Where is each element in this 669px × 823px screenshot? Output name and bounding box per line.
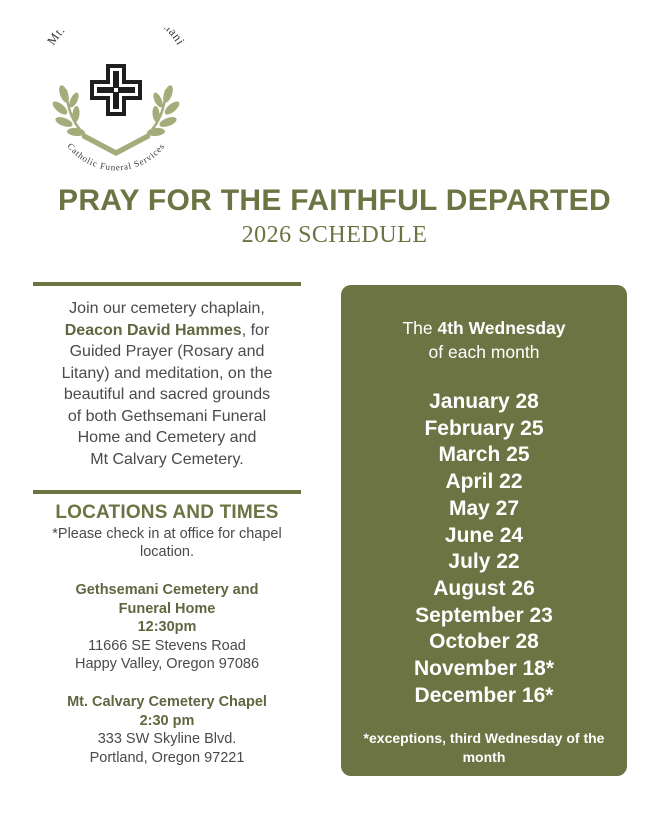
intro-line: Litany) and meditation, on the <box>61 364 273 382</box>
intro-line: of both Gethsemani Funeral <box>67 407 267 425</box>
schedule-date: November 18* <box>413 657 555 681</box>
page-header <box>0 183 669 249</box>
intro-line: beautiful and sacred grounds <box>63 386 271 403</box>
intro-line: Mt Calvary Cemetery. <box>90 450 244 468</box>
schedule-date: April 22 <box>445 470 523 494</box>
page-subtitle: 2026 SCHEDULE <box>241 222 428 248</box>
intro-line: Guided Prayer (Rosary and <box>69 343 265 360</box>
schedule-date: February 25 <box>424 416 544 440</box>
divider-top <box>33 282 301 286</box>
intro-line: Home and Cemetery and <box>77 429 257 446</box>
page-title: PRAY FOR THE FAITHFUL DEPARTED <box>58 184 611 217</box>
schedule-panel <box>341 285 627 776</box>
logo-graphic <box>30 28 202 172</box>
schedule-date: October 28 <box>429 630 539 654</box>
schedule-date: May 27 <box>448 496 520 520</box>
intro-line: Join our cemetery chaplain, <box>69 300 265 317</box>
location-name: Funeral Home <box>118 600 216 617</box>
location-name: Mt. Calvary Cemetery Chapel <box>67 694 267 710</box>
organization-logo <box>30 28 202 172</box>
intro-name-suffix: , for <box>241 321 270 339</box>
schedule-lead-prefix: The <box>402 318 438 338</box>
schedule-lead-bold: 4th Wednesday <box>437 318 566 338</box>
schedule-lead-line1 <box>341 316 627 340</box>
schedule-lead-line2: of each month <box>428 342 540 362</box>
intro-line-name <box>33 320 301 342</box>
schedule-lead <box>341 316 627 364</box>
schedule-dates <box>341 389 627 709</box>
schedule-date: June 24 <box>444 523 524 547</box>
schedule-date: January 28 <box>429 390 539 413</box>
schedule-date: March 25 <box>438 443 530 467</box>
intro-paragraph <box>33 298 301 470</box>
location-name: Gethsemani Cemetery and <box>75 582 259 598</box>
locations-heading: LOCATIONS AND TIMES <box>55 502 279 523</box>
location-city: Happy Valley, Oregon 97086 <box>74 656 260 672</box>
logo-top-text: Mt. ani <box>44 28 188 48</box>
schedule-date: September 23 <box>415 603 553 627</box>
location-mt-calvary <box>33 693 301 767</box>
divider-middle <box>33 490 301 494</box>
location-street: 333 SW Skyline Blvd. <box>97 731 237 747</box>
chaplain-name: Deacon David Hammes <box>64 321 242 339</box>
location-time: 12:30pm <box>137 619 197 635</box>
exception-note: *exceptions, third Wednesday of the month <box>363 730 605 765</box>
locations-note: *Please check in at office for chapel location. <box>52 526 282 560</box>
schedule-date: December 16* <box>414 683 554 707</box>
location-city: Portland, Oregon 97221 <box>89 749 245 766</box>
schedule-date: August 26 <box>433 576 535 600</box>
logo-bottom-text: Catholic Funeral Services <box>65 141 167 172</box>
location-time: 2:30 pm <box>139 712 195 729</box>
cross-icon <box>90 64 142 116</box>
location-street: 11666 SE Stevens Road <box>88 637 246 654</box>
schedule-date: July 22 <box>448 550 520 574</box>
location-gethsemani <box>33 581 301 674</box>
